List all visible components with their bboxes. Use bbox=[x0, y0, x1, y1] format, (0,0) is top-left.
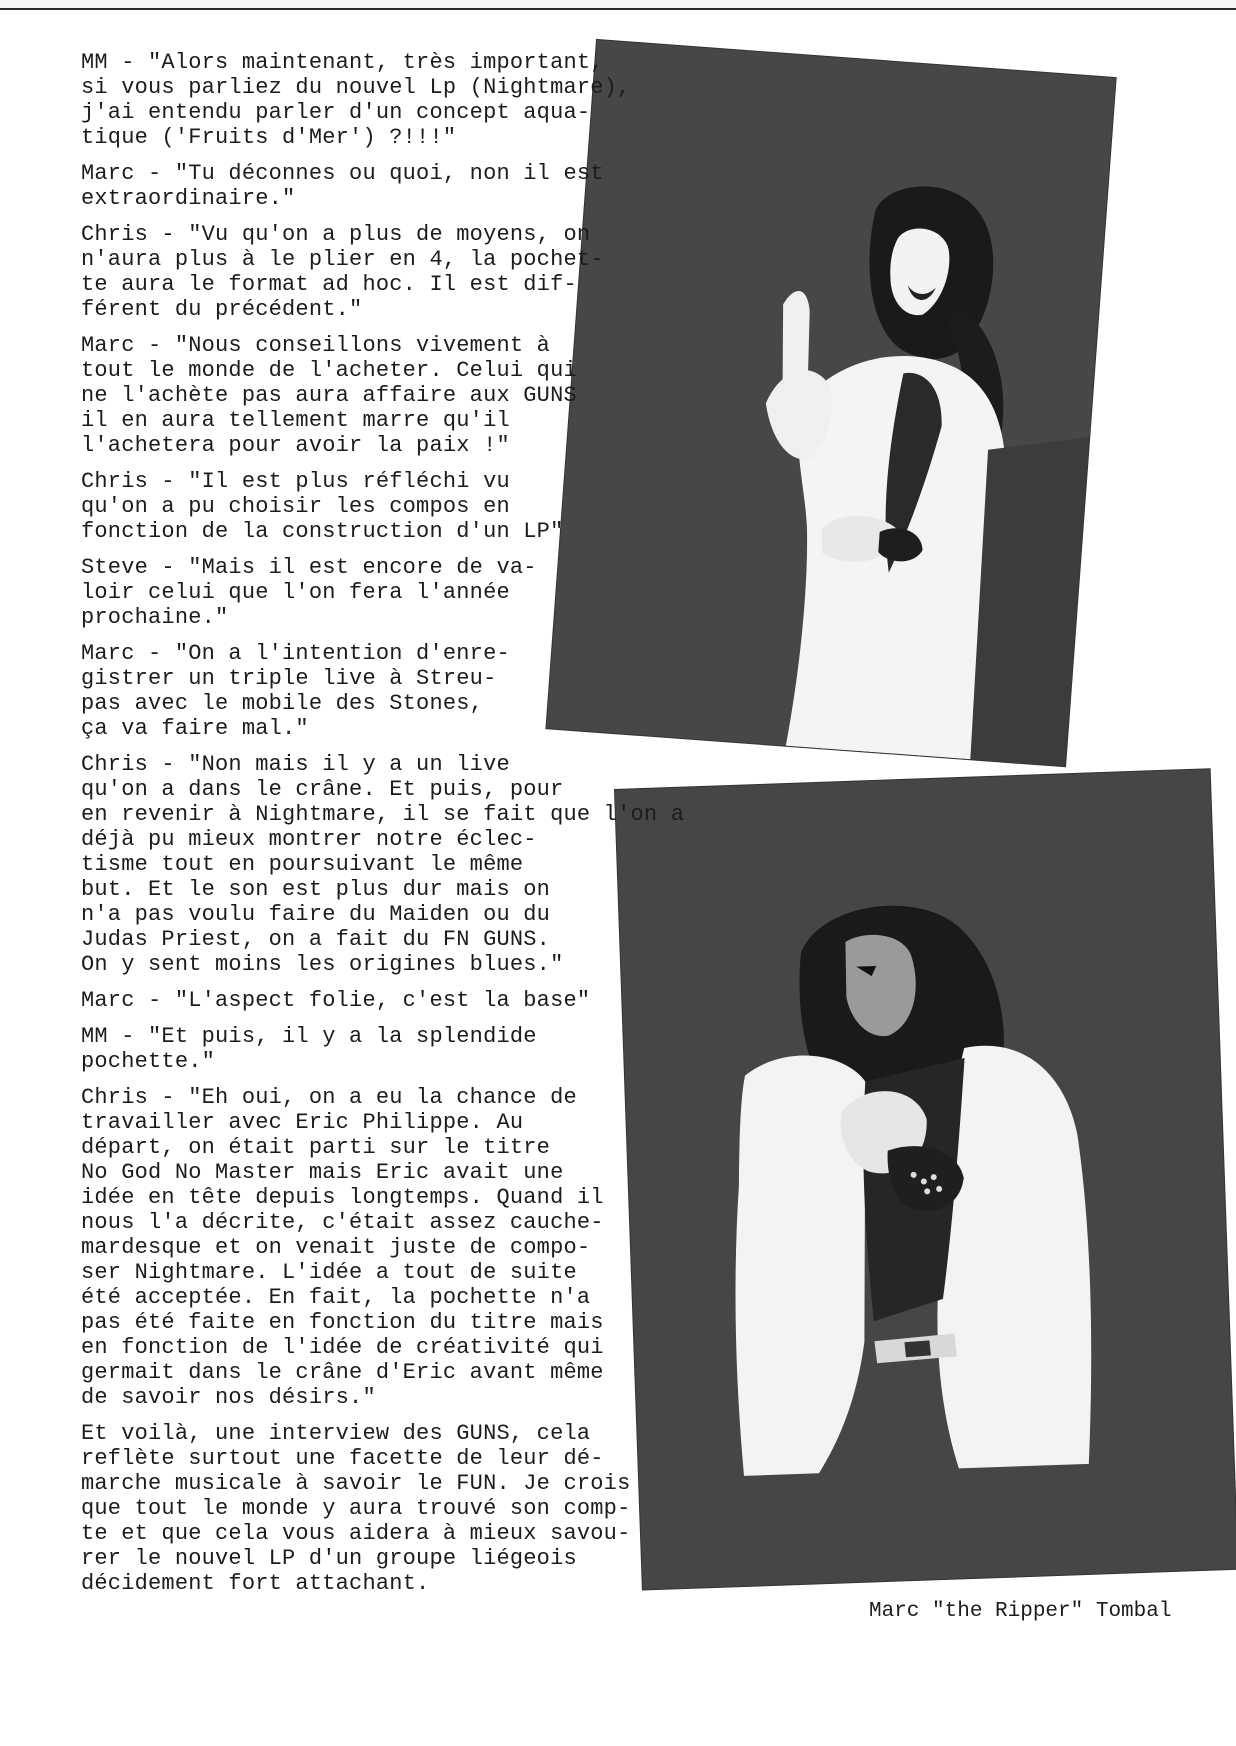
paragraph-marc-conseillons: Marc - "Nous conseillons vivement à tout le monde de l'acheter. Celui qui ne l'achète pas aura affaire aux GUNS il en aura tellement marre qu'il l'achetera pour avoir la paix !" bbox=[81, 333, 577, 458]
interview-text bbox=[81, 50, 781, 1607]
author-signature: Marc "the Ripper" Tombal bbox=[869, 1600, 1172, 1623]
page-top-border bbox=[0, 0, 1236, 10]
paragraph-steve-annee-prochaine: Steve - "Mais il est encore de va- loir celui que l'on fera l'année prochaine." bbox=[81, 555, 537, 630]
paragraph-marc-triple-live: Marc - "On a l'intention d'enre- gistrer un triple live à Streu- pas avec le mobile des Stones, ça va faire mal." bbox=[81, 641, 510, 741]
paragraph-marc-folie: Marc - "L'aspect folie, c'est la base" bbox=[81, 988, 591, 1013]
paragraph-chris-eric-philippe: Chris - "Eh oui, on a eu la chance de travailler avec Eric Philippe. Au départ, on était parti sur le titre No God No Master mais Eric avait une idée en tête depuis longtemps. Quand il nous l'a décrite, c'était assez cauche- mardesque et on venait juste de compo- ser Nightmare. L'idée a tout de suite été acceptée. En fait, la pochette n'a pas été faite en fonction du titre mais en fonction de l'idée de créativité qui germait dans le crâne d'Eric avant même de savoir nos désirs." bbox=[81, 1085, 604, 1410]
paragraph-marc-extraordinaire: Marc - "Tu déconnes ou quoi, non il est extraordinaire." bbox=[81, 161, 604, 211]
paragraph-chris-moyens: Chris - "Vu qu'on a plus de moyens, on n'aura plus à le plier en 4, la pochet- te aura le format ad hoc. Il est dif- férent du précédent." bbox=[81, 222, 604, 322]
paragraph-conclusion: Et voilà, une interview des GUNS, cela reflète surtout une facette de leur dé- marche musicale à savoir le FUN. Je crois que tout le monde y aura trouvé son comp- te et que cela vous aidera à mieux savou- rer le nouvel LP d'un groupe liégeois décidement fort attachant. bbox=[81, 1421, 631, 1596]
paragraph-mm-pochette: MM - "Et puis, il y a la splendide pochette." bbox=[81, 1024, 537, 1074]
paragraph-mm-nightmare-concept: MM - "Alors maintenant, très important, si vous parliez du nouvel Lp (Nightmare), j'ai entendu parler d'un concept aqua- tique ('Fruits d'Mer') ?!!!" bbox=[81, 50, 631, 150]
paragraph-chris-eclectisme: Chris - "Non mais il y a un live qu'on a dans le crâne. Et puis, pour en revenir à Nightmare, il se fait que l'on a déjà pu mieux montrer notre éclec- tisme tout en poursuivant le même but. Et le son est plus dur mais on n'a pas voulu faire du Maiden ou du Judas Priest, on a fait du FN GUNS. On y sent moins les origines blues." bbox=[81, 752, 685, 977]
paragraph-chris-reflechi: Chris - "Il est plus réfléchi vu qu'on a pu choisir les compos en fonction de la construction d'un LP" bbox=[81, 469, 564, 544]
